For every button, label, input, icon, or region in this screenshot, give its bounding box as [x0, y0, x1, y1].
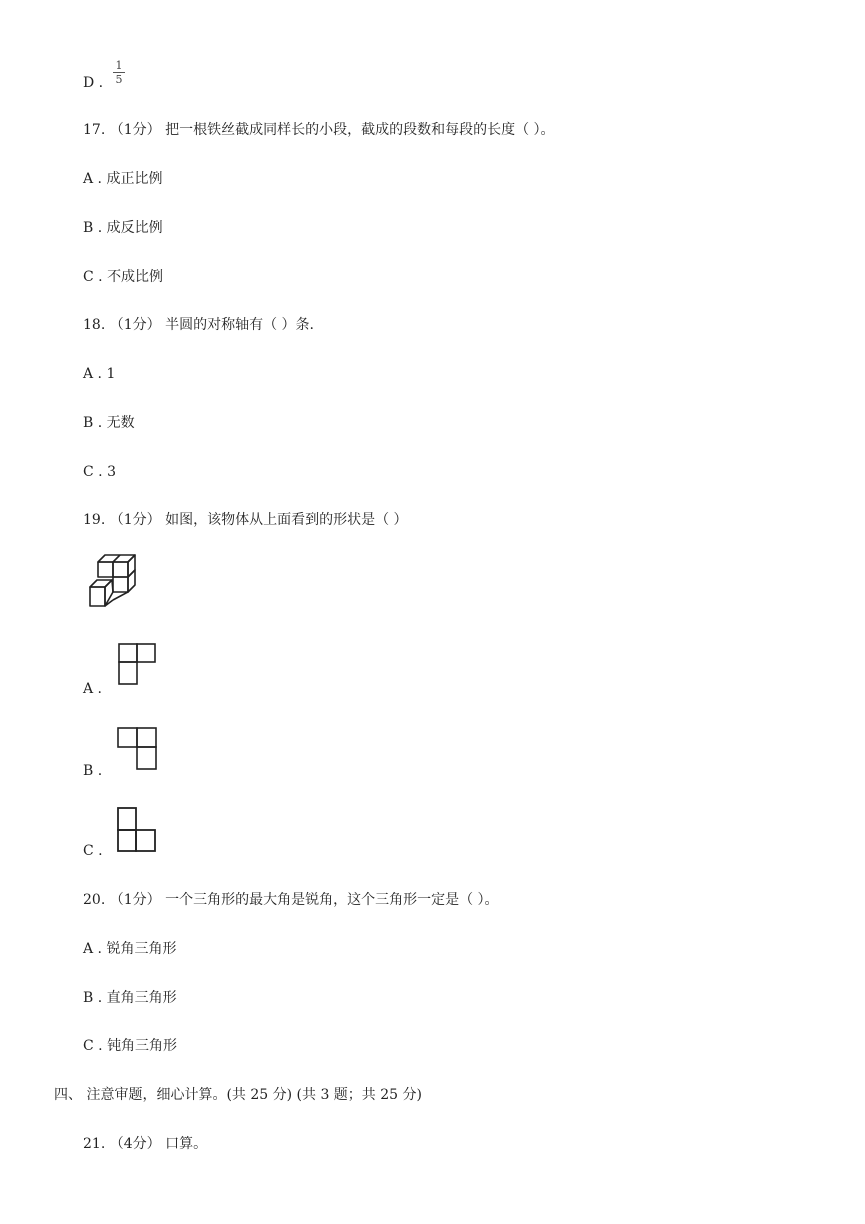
section-4-heading: 四、 注意审题，细心计算。(共 25 分) (共 3 题；共 25 分) — [54, 1087, 422, 1103]
question-18-option-c[interactable]: C . 3 — [83, 464, 116, 480]
question-17-option-a[interactable]: A . 成正比例 — [83, 171, 163, 187]
top-view-shape-b[interactable] — [116, 726, 158, 772]
fraction-one-fifth — [112, 60, 126, 85]
question-20-option-a[interactable]: A . 锐角三角形 — [83, 941, 177, 957]
question-21-stem: 21. （4分） 口算。 — [83, 1136, 208, 1152]
question-19-option-a[interactable]: A . — [83, 681, 103, 697]
top-view-shape-c[interactable] — [116, 806, 158, 854]
question-17-option-c[interactable]: C . 不成比例 — [83, 269, 164, 285]
question-18-stem: 18. （1分） 半圆的对称轴有（ ）条. — [83, 317, 314, 333]
question-18-option-b[interactable]: B . 无数 — [83, 415, 135, 431]
question-17-option-b[interactable]: B . 成反比例 — [83, 220, 163, 236]
question-19-option-b[interactable]: B . — [83, 763, 103, 779]
question-19-stem: 19. （1分） 如图，该物体从上面看到的形状是（ ） — [83, 512, 408, 528]
question-17-stem: 17. （1分） 把一根铁丝截成同样长的小段，截成的段数和每段的长度（ ）。 — [83, 122, 555, 138]
fraction-numerator: 1 — [115, 59, 123, 72]
option-d-label: D . — [83, 75, 104, 91]
question-20-stem: 20. （1分） 一个三角形的最大角是锐角，这个三角形一定是（ ）。 — [83, 892, 499, 908]
top-view-shape-a[interactable] — [117, 642, 157, 686]
question-19-option-c[interactable]: C . — [83, 843, 103, 859]
question-20-option-c[interactable]: C . 钝角三角形 — [83, 1038, 178, 1054]
fraction-denominator: 5 — [115, 73, 123, 86]
question-18-option-a[interactable]: A . 1 — [83, 366, 116, 382]
cube-stack-figure — [86, 552, 142, 612]
question-20-option-b[interactable]: B . 直角三角形 — [83, 990, 177, 1006]
